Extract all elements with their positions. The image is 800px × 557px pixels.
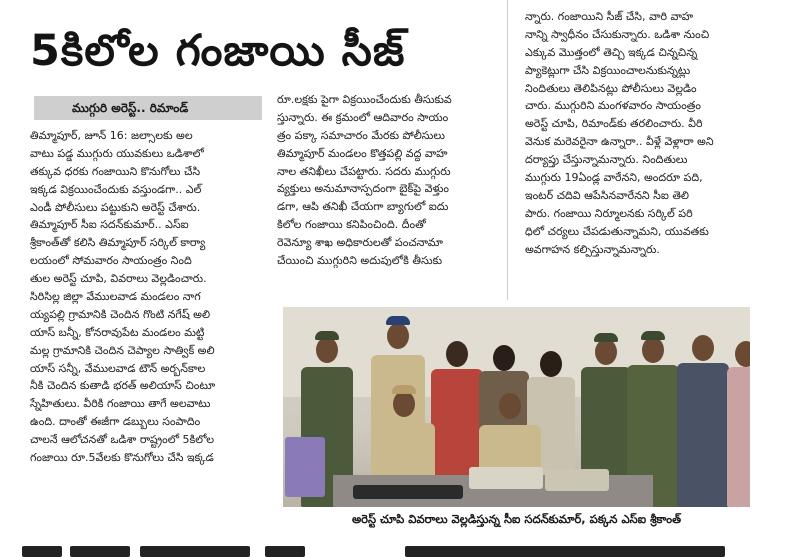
text-line: గంజాయి రూ.5వేలకు కొనుగోలు చేసి ఇక్కడ bbox=[30, 451, 214, 465]
seized-packet bbox=[469, 467, 543, 489]
text-line: నీకి చెందిన కుతాడి భరత్ అలియాస్ చింటూ bbox=[30, 379, 216, 393]
figure-cap bbox=[594, 333, 618, 342]
text-line: నాల తనిఖీలు చేపట్టారు. సదరు ముగ్గురు bbox=[277, 164, 451, 178]
text-line: మల్ల గ్రామానికి చెందిన చెప్యాల సాత్విక్ అలి bbox=[30, 343, 215, 357]
civilian-figure bbox=[727, 367, 750, 507]
cut-off-text bbox=[140, 546, 250, 557]
text-line: రూ.లక్షకు పైగా విక్రయించేందుకు తీసుకువ bbox=[277, 93, 452, 106]
figure-cap bbox=[315, 331, 339, 340]
text-line: ఎక్కువ మొత్తంలో తెచ్చి ఇక్కడ చిన్నచిన్న bbox=[525, 45, 698, 59]
seized-packet bbox=[545, 469, 609, 491]
text-line: సిరిసిల్ల జిల్లా వేములవాడ మండలం నాగ bbox=[30, 290, 201, 304]
figure-head bbox=[493, 345, 515, 371]
text-line: స్నేహితులు. వీరికి గంజాయి తాగే అలవాటు bbox=[30, 397, 211, 411]
text-line: డగా, ఆపి తనిఖీ చేయగా బ్యాగులో ఐదు bbox=[277, 200, 449, 214]
text-line: యాస్ సన్నీ, వేములవాడ టౌన్ అర్బన్‌కాల bbox=[30, 361, 206, 375]
text-line: తుల అరెస్ట్ చూపి, వివరాలు వెల్లడించారు. bbox=[30, 272, 207, 286]
figure-cap bbox=[386, 316, 410, 325]
text-line: ఎండీ పోలీసులు పట్టుకుని అరెస్ట్ చేశారు. bbox=[30, 200, 201, 214]
text-line: త్రం పక్కా సమాచారం మేరకు పోలీసులు bbox=[277, 128, 445, 142]
figure-cap bbox=[392, 385, 416, 394]
text-line: యాస్ బన్నీ, కోనరావుపేట మండలం మట్టి bbox=[30, 325, 205, 339]
text-line: వ్యక్తులు అనుమానాస్పదంగా బైక్‌పై వెళ్తుం bbox=[277, 182, 449, 196]
figure-head bbox=[316, 337, 338, 363]
text-line: లయంలో సోమవారం సాయంత్రం నింది bbox=[30, 254, 192, 268]
text-line: చాలనే ఆలోచనతో ఒడిశా రాష్ట్రంలో 5కిలోల bbox=[30, 433, 214, 447]
text-line: పారు. గంజాయి నిర్మూలనకు సర్కిల్ పరి bbox=[525, 206, 693, 220]
text-line: తక్కువ ధరకు గంజాయిని కొనుగోలు చేసి bbox=[30, 164, 201, 178]
seized-items bbox=[285, 437, 325, 497]
text-line: అరెస్ట్ చూపి, రిమాండ్‌కు తరలించారు. వీరి bbox=[525, 117, 703, 131]
text-line: న్నారు. గంజాయిని సీజ్ చేసి, వారి వాహ bbox=[525, 10, 694, 23]
figure-head bbox=[446, 341, 468, 367]
cut-off-text bbox=[70, 546, 130, 557]
news-photo bbox=[283, 307, 750, 507]
text-line: తిమ్మాపూర్, జూన్ 16: జల్సాలకు అల bbox=[30, 129, 193, 142]
cut-off-text bbox=[265, 546, 305, 557]
text-line: కిలోల గంజాయి కనిపించింది. దీంతో bbox=[277, 218, 426, 232]
article-column-3 bbox=[525, 8, 761, 258]
text-line: శ్రీకాంత్‌తో కలిసి తిమ్మాపూర్ సర్కిల్ కార్యా bbox=[30, 236, 206, 250]
figure-head bbox=[393, 391, 415, 417]
figure-head bbox=[387, 323, 409, 349]
figure-head bbox=[499, 393, 521, 419]
text-line: ధిలో చర్యలు చేపడుతున్నామని, యువతకు bbox=[525, 224, 709, 238]
figure-head bbox=[735, 341, 750, 367]
text-line: నిందితులు తెలిపినట్లు పోలీసులు వెల్లడిం bbox=[525, 81, 697, 95]
text-line: స్తున్నారు. ఈ క్రమంలో ఆదివారం సాయం bbox=[277, 110, 449, 124]
cut-off-text bbox=[405, 546, 725, 557]
text-line: తిమ్మాపూర్ సీఐ సదన్‌కుమార్.. ఎస్ఐ bbox=[30, 218, 189, 232]
subhead: ముగ్గురి అరెస్ట్.. రిమాండ్ bbox=[34, 96, 262, 120]
text-line: వాటు పడ్డ ముగ్గురు యువకులు ఒడిశాలో bbox=[30, 146, 204, 160]
text-line: రెవెన్యూ శాఖ అధికారులతో పంచనామా bbox=[277, 236, 443, 250]
text-line: ఇక్కడ విక్రయించేందుకు వస్తుండగా.. ఎల్ bbox=[30, 182, 202, 196]
cut-off-text bbox=[22, 546, 62, 557]
photo-caption: అరెస్ట్ చూపి వివరాలు వెల్లడిస్తున్న సీఐ సదన్‌కుమార్, పక్కన ఎస్ఐ శ్రీకాంత్ bbox=[351, 512, 682, 526]
text-line: అవగాహన కల్పిస్తున్నామన్నారు. bbox=[525, 242, 660, 256]
text-line: వెనుక మరెవరైనా ఉన్నారా.. వీళ్లే వెళ్లారా అని bbox=[525, 135, 714, 149]
text-line: ఇంటర్ చదివి ఆపేసినవారేనని సీఐ తెలి bbox=[525, 188, 689, 202]
article-column-1 bbox=[30, 127, 266, 467]
mobile-phones bbox=[353, 485, 463, 499]
text-line: చారు. ముగ్గురిని మంగళవారం సాయంత్రం bbox=[525, 99, 701, 113]
figure-head bbox=[540, 351, 562, 377]
figure-head bbox=[692, 335, 714, 361]
text-line: నాన్ని స్వాధీనం చేసుకున్నారు. ఒడిశా నుంచి bbox=[525, 27, 710, 41]
text-line: య్యపల్లి గ్రామానికి చెందిన గొంటి నగేష్ అలి bbox=[30, 307, 211, 321]
figure-head bbox=[642, 337, 664, 363]
article-column-2 bbox=[277, 91, 499, 270]
figure-cap bbox=[641, 331, 665, 340]
text-line: ముగ్గురు 19ఏండ్ల వారేనని, అందరూ పది, bbox=[525, 171, 703, 185]
figure-head bbox=[595, 339, 617, 365]
text-line: చేయించి ముగ్గురిని అదుపులోకి తీసుకు bbox=[277, 254, 443, 268]
civilian-figure bbox=[677, 363, 729, 507]
text-line: ఉంది. దాంతో ఈజీగా డబ్బులు సంపాదిం bbox=[30, 415, 201, 429]
next-article-cutoff bbox=[0, 542, 800, 557]
text-line: ప్యాకెట్లుగా చేసి విక్రయించాలనుకున్నట్లు bbox=[525, 63, 691, 77]
text-line: తిమ్మాపూర్ మండలం కొత్తపల్లి వద్ద వాహ bbox=[277, 146, 448, 160]
headline: 5కిలోల గంజాయి సీజ్ bbox=[30, 26, 406, 76]
column-divider bbox=[507, 0, 508, 300]
text-line: దర్యాప్తు చేస్తున్నామన్నారు. నిందితులు bbox=[525, 153, 688, 167]
